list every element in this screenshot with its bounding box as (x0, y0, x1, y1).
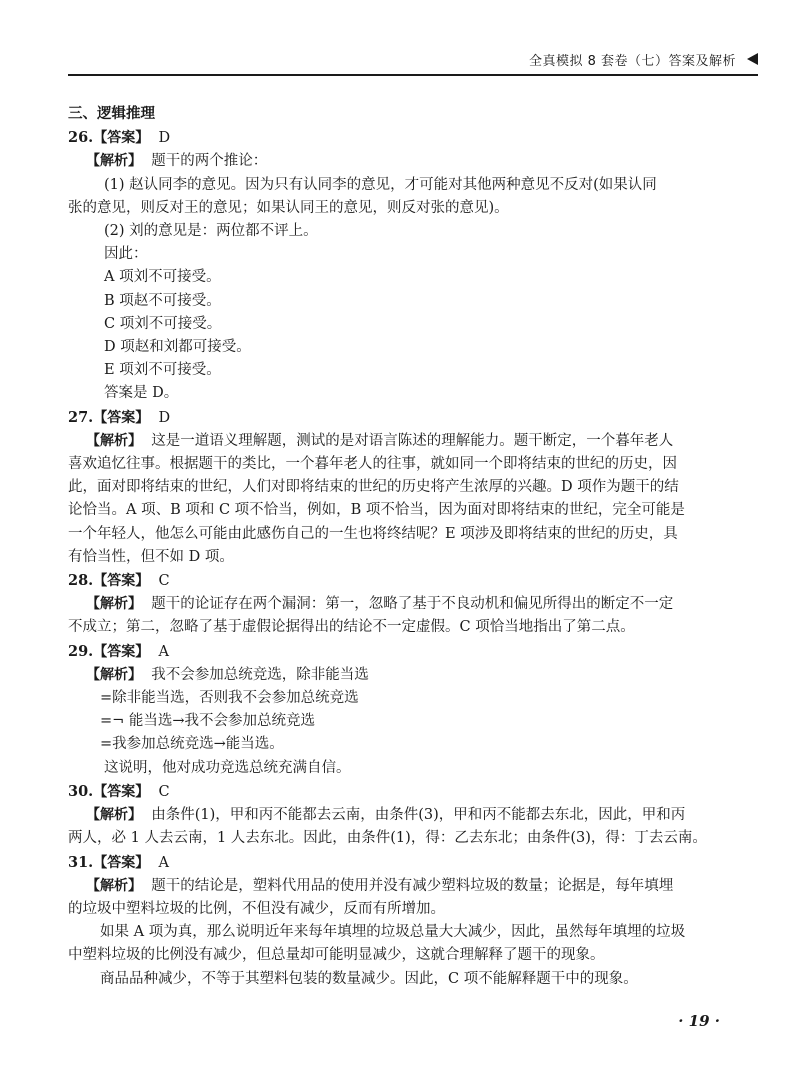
text-line: (1) 赵认同李的意见。因为只有认同李的意见，才可能对其他两种意见不反对(如果认同 (104, 176, 657, 193)
analysis-text: 由条件(1)，甲和丙不能都去云南，由条件(3)，甲和丙不能都去东北，因此，甲和丙 (151, 807, 686, 824)
q30-analysis-line (68, 804, 740, 827)
answer-label: 【答案】 (93, 130, 150, 147)
text-line: C 项刘不可接受。 (104, 315, 222, 332)
text-line: 中塑料垃圾的比例没有减少，但总量却可能明显减少，这就合理解释了题干的现象。 (68, 947, 605, 964)
text-line: 有恰当性，但不如 D 项。 (68, 548, 234, 565)
text-line: 张的意见，则反对王的意见；如果认同王的意见，则反对张的意见)。 (68, 199, 509, 216)
q29-analysis-line (68, 664, 740, 687)
analysis-label: 【解析】 (86, 807, 142, 824)
text-line: 答案是 D。 (104, 385, 179, 402)
text-line: 论恰当。A 项、B 项和 C 项不恰当，例如，B 项不恰当，因为面对即将结束的世纪，完全可能是 (68, 502, 685, 519)
analysis-text: 这是一道语义理解题，测试的是对语言陈述的理解能力。题干断定，一个暮年老人 (151, 432, 674, 449)
section-title: 三、逻辑推理 (68, 106, 155, 122)
document-body (68, 103, 740, 991)
page-number: · 19 · (678, 1012, 720, 1030)
answer-label: 【答案】 (93, 409, 150, 426)
text-line: 一个年轻人，他怎么可能由此感伤自己的一生也将终结呢？E 项涉及即将结束的世纪的历史，具 (68, 525, 678, 542)
text-line: 因此： (104, 246, 148, 263)
q28-analysis-line (68, 593, 740, 616)
q28-answer-line (68, 569, 740, 593)
answer-value: A (158, 854, 169, 871)
analysis-label: 【解析】 (86, 877, 142, 894)
text-line: 商品品种减少，不等于其塑料包装的数量减少。因此，C 项不能解释题干中的现象。 (100, 970, 638, 987)
q31-analysis-line (68, 875, 740, 898)
answer-label: 【答案】 (93, 854, 150, 871)
text-line: =除非能当选，否则我不会参加总统竞选 (100, 690, 359, 707)
answer-value: C (158, 783, 170, 800)
text-line: 如果 A 项为真，那么说明近年来每年填埋的垃圾总量大大减少，因此，虽然每年填埋的垃圾 (100, 924, 686, 941)
answer-value: A (158, 643, 169, 660)
text-line: (2) 刘的意见是：两位都不评上。 (104, 223, 318, 240)
q29-answer-line (68, 640, 740, 664)
text-line: =我参加总统竞选→能当选。 (100, 736, 284, 753)
answer-label: 【答案】 (93, 643, 150, 660)
q26-answer-line (68, 126, 740, 150)
header-title: 全真模拟 8 套卷（七）答案及解析 (528, 54, 736, 69)
question-number: 30. (68, 782, 94, 800)
q31-answer-line (68, 851, 740, 875)
analysis-label: 【解析】 (86, 666, 142, 683)
question-number: 27. (68, 408, 94, 426)
text-line: A 项刘不可接受。 (104, 269, 221, 286)
text-line: E 项刘不可接受。 (104, 362, 221, 379)
question-number: 29. (68, 642, 94, 660)
question-number: 28. (68, 572, 94, 590)
text-line: 此，面对即将结束的世纪，人们对即将结束的世纪的历史将产生浓厚的兴趣。D 项作为题干的结 (68, 479, 679, 496)
answer-label: 【答案】 (93, 573, 150, 590)
question-number: 26. (68, 129, 94, 147)
text-line: =¬ 能当选→我不会参加总统竞选 (100, 713, 316, 730)
answer-value: D (158, 130, 171, 147)
page-header (68, 46, 758, 76)
q27-analysis-line (68, 430, 740, 453)
q27-answer-line (68, 406, 740, 430)
text-line: 的垃圾中塑料垃圾的比例，不但没有减少，反而有所增加。 (68, 900, 445, 917)
analysis-text: 我不会参加总统竞选，除非能当选 (151, 666, 369, 683)
text-line: 喜欢追忆往事。根据题干的类比，一个暮年老人的往事，就如同一个即将结束的世纪的历史，因 (68, 456, 677, 473)
analysis-text: 题干的结论是，塑料代用品的使用并没有减少塑料垃圾的数量；论据是，每年填埋 (151, 877, 674, 894)
analysis-label: 【解析】 (86, 432, 142, 449)
answer-value: D (158, 409, 171, 426)
text-line: 两人，必 1 人去云南，1 人去东北。因此，由条件(1)，得：乙去东北；由条件(3)，得：丁去云南。 (68, 830, 707, 847)
text-line: 这说明，他对成功竞选总统充满自信。 (104, 759, 351, 776)
answer-value: C (158, 573, 170, 590)
analysis-label: 【解析】 (86, 153, 142, 170)
text-line: 不成立；第二，忽略了基于虚假论据得出的结论不一定虚假。C 项恰当地指出了第二点。 (68, 619, 635, 636)
analysis-text: 题干的两个推论： (151, 153, 268, 170)
analysis-label: 【解析】 (86, 596, 142, 613)
q30-answer-line (68, 780, 740, 804)
analysis-text: 题干的论证存在两个漏洞：第一，忽略了基于不良动机和偏见所得出的断定不一定 (151, 596, 674, 613)
triangle-left-icon (747, 53, 758, 65)
q26-analysis-line (68, 150, 740, 173)
answer-label: 【答案】 (93, 783, 150, 800)
question-number: 31. (68, 853, 94, 871)
text-line: D 项赵和刘都可接受。 (104, 339, 251, 356)
text-line: B 项赵不可接受。 (104, 292, 221, 309)
